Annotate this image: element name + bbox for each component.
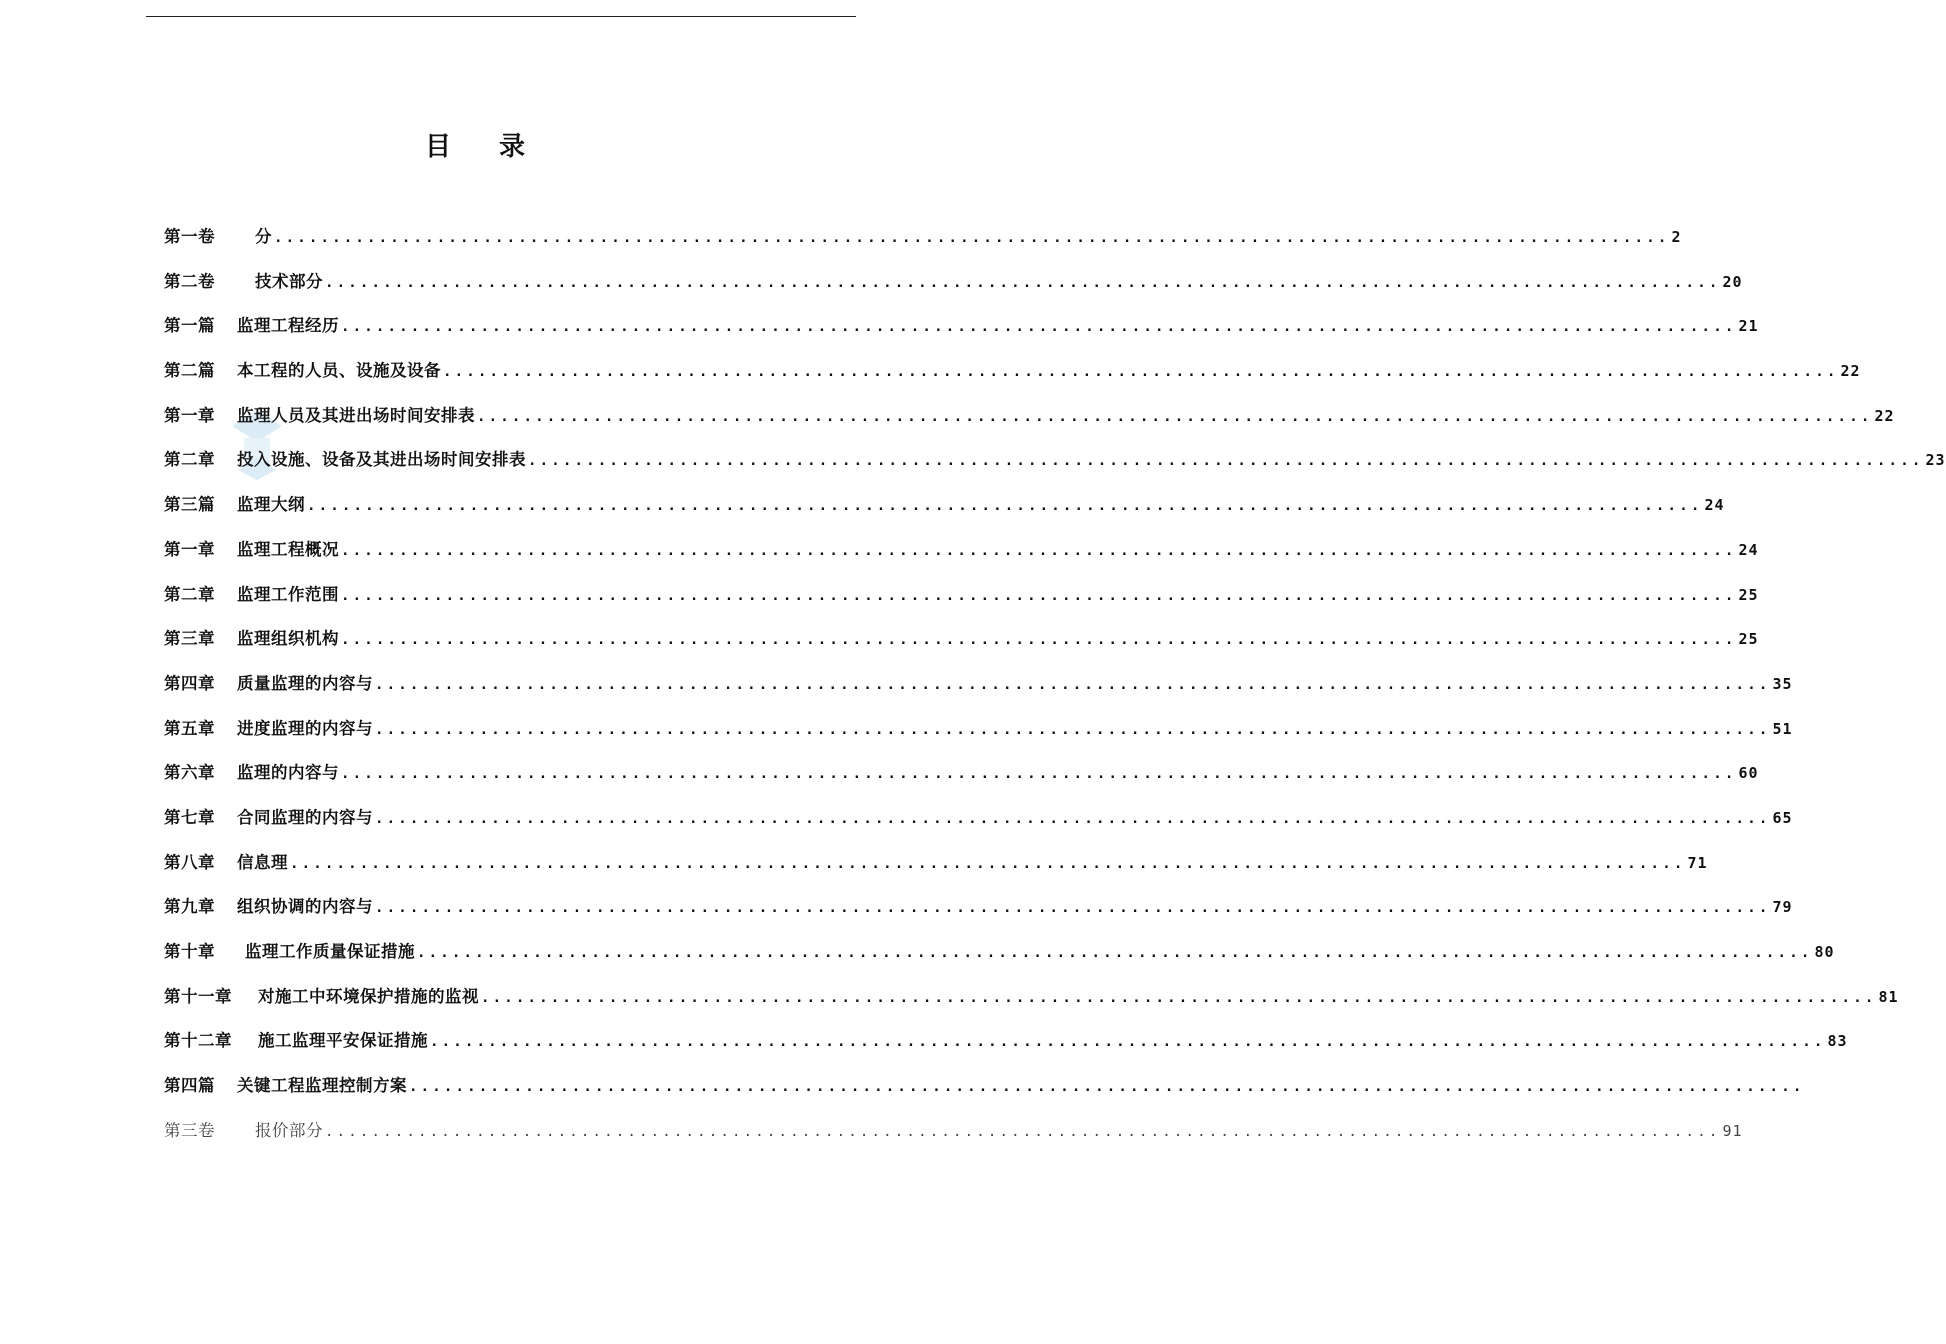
toc-page-number: 23 [1925, 451, 1946, 470]
toc-entry-title: 关键工程监理控制方案 [237, 1076, 407, 1096]
toc-page-number: 65 [1772, 808, 1793, 827]
toc-leader-dots: ........................................................................................................................ [341, 542, 1737, 559]
toc-entry[interactable] [164, 580, 1759, 625]
toc-entry-label [164, 982, 479, 1012]
toc-entry-prefix: 第五章 [164, 718, 215, 738]
toc-page-number: 24 [1704, 496, 1725, 515]
toc-entry[interactable] [164, 1071, 1805, 1116]
toc-leader-dots: ........................................................................................................................ [430, 1034, 1826, 1051]
toc-leader-dots: ........................................................................................................................ [274, 230, 1670, 246]
toc-entry-prefix: 第十一章 [164, 986, 232, 1006]
toc-page-number: 22 [1840, 362, 1861, 381]
title-char-2: 录 [499, 132, 526, 162]
toc-leader-dots: ........................................................................................................................ [528, 453, 1924, 470]
toc-entry-prefix: 第三篇 [164, 495, 215, 515]
toc-entry-prefix: 第一章 [164, 539, 215, 559]
toc-entry-title: 报价部分 [255, 1120, 323, 1140]
toc-entry-prefix: 第一篇 [164, 316, 215, 336]
toc-page-number: 24 [1738, 540, 1759, 559]
toc-entry[interactable] [164, 848, 1708, 893]
toc-entry-title: 施工监理平安保证措施 [258, 1031, 428, 1051]
toc-page-number: 91 [1722, 1121, 1743, 1140]
toc-leader-dots: ........................................................................................................................ [341, 632, 1737, 649]
toc-entry-prefix: 第二卷 [164, 271, 215, 291]
toc-entry[interactable] [164, 445, 1946, 490]
toc-entry-title: 信息理 [237, 852, 288, 872]
toc-page-number: 80 [1814, 943, 1835, 961]
toc-entry-title: 技术部分 [255, 271, 323, 291]
toc-entry-label [164, 1116, 323, 1146]
page-title [0, 126, 950, 163]
toc-entry-prefix: 第一章 [164, 405, 215, 425]
toc-entry[interactable] [164, 803, 1793, 848]
toc-entry-title: 监理的内容与 [237, 763, 339, 783]
toc-leader-dots: ........................................................................................................................ [375, 900, 1771, 917]
toc-entry-title: 质量监理的内容与 [237, 673, 373, 693]
toc-leader-dots: ........................................................................................................................ [409, 1079, 1805, 1096]
toc-entry[interactable] [164, 1116, 1743, 1161]
toc-entry-prefix: 第三章 [164, 629, 215, 649]
toc-page-number: 35 [1772, 674, 1793, 693]
toc-page-number: 25 [1738, 630, 1759, 649]
toc-entry-title: 监理组织机构 [237, 629, 339, 649]
toc-leader-dots: ........................................................................................................................ [481, 989, 1877, 1006]
toc-entry-label [164, 356, 441, 386]
toc-leader-dots: ........................................................................................................................ [375, 676, 1771, 693]
toc-entry-label [164, 401, 475, 431]
toc-page-number: 79 [1772, 898, 1793, 917]
toc-entry-title: 监理工程经历 [237, 316, 339, 336]
header-rule [146, 16, 856, 17]
toc-leader-dots: ........................................................................................................................ [477, 408, 1873, 425]
toc-leader-dots: ........................................................................................................................ [341, 587, 1737, 604]
toc-entry-label [164, 937, 415, 967]
toc-entry-label [164, 580, 339, 610]
toc-entry-prefix: 第三卷 [164, 1120, 215, 1140]
toc-leader-dots: ........................................................................................................................ [341, 766, 1737, 783]
toc-entry-label [164, 714, 373, 744]
toc-entry-label [164, 311, 339, 341]
toc-page-number: 83 [1827, 1032, 1848, 1051]
toc-entry[interactable] [164, 669, 1793, 714]
toc-entry-label [164, 490, 305, 520]
toc-entry-prefix: 第二章 [164, 450, 215, 470]
toc-entry[interactable] [164, 758, 1759, 803]
toc-page-number: 21 [1738, 317, 1759, 336]
toc-entry[interactable] [164, 892, 1793, 937]
toc-entry-title: 本工程的人员、设施及设备 [237, 361, 441, 381]
toc-entry-title: 监理工作质量保证措施 [245, 942, 415, 961]
toc-entry[interactable] [164, 311, 1759, 356]
toc-entry[interactable] [164, 982, 1899, 1027]
toc-entry[interactable] [164, 1026, 1848, 1071]
toc-entry-title: 进度监理的内容与 [237, 718, 373, 738]
toc-entry-label [164, 758, 339, 788]
toc-entry-label [164, 1071, 407, 1101]
toc-entry-label [164, 222, 272, 252]
toc-entry[interactable] [164, 401, 1895, 446]
toc-entry-label [164, 535, 339, 565]
toc-entry[interactable] [164, 624, 1759, 669]
toc-entry-label [164, 624, 339, 654]
toc-leader-dots: ........................................................................................................................ [341, 319, 1737, 336]
toc-page-number: 25 [1738, 585, 1759, 604]
toc-entry-label [164, 669, 373, 699]
toc-entry-prefix: 第七章 [164, 807, 215, 827]
toc-entry-prefix: 第十二章 [164, 1031, 232, 1051]
toc-entry-title: 合同监理的内容与 [237, 807, 373, 827]
toc-leader-dots: ........................................................................................................................ [325, 274, 1721, 291]
toc-leader-dots: ........................................................................................................................ [375, 721, 1771, 738]
toc-entry-prefix: 第二篇 [164, 361, 215, 381]
toc-leader-dots: ........................................................................................................................ [375, 810, 1771, 827]
toc-entry-label [164, 267, 323, 297]
toc-leader-dots: ........................................................................................................................ [290, 855, 1686, 872]
toc-page-number: 20 [1722, 272, 1743, 291]
title-char-1: 目 [424, 132, 451, 162]
toc-page-number: 2 [1671, 228, 1682, 246]
toc-entry-label [164, 445, 526, 475]
toc-entry-prefix: 第六章 [164, 763, 215, 783]
toc-entry-prefix: 第四章 [164, 673, 215, 693]
toc-leader-dots: ........................................................................................................................ [417, 945, 1813, 961]
toc-entry-prefix: 第二章 [164, 584, 215, 604]
toc-entry-title: 分 [255, 227, 272, 246]
toc-leader-dots: ........................................................................................................................ [325, 1123, 1721, 1140]
toc-page-number: 60 [1738, 764, 1759, 783]
toc-entry[interactable] [164, 937, 1835, 982]
toc-entry-label [164, 892, 373, 922]
toc-entry-title: 监理工作范围 [237, 584, 339, 604]
toc-leader-dots: ........................................................................................................................ [307, 498, 1703, 515]
toc-entry-title: 监理人员及其进出场时间安排表 [237, 405, 475, 425]
toc-entry-prefix: 第一卷 [164, 227, 215, 246]
toc-entry-title: 对施工中环境保护措施的监视 [258, 986, 479, 1006]
toc-entry[interactable] [164, 535, 1759, 580]
toc-entry-prefix: 第四篇 [164, 1076, 215, 1096]
toc-entry-prefix: 第八章 [164, 852, 215, 872]
table-of-contents [164, 222, 1946, 1160]
toc-page-number: 71 [1687, 853, 1708, 872]
toc-page-number: 81 [1878, 987, 1899, 1006]
toc-entry[interactable] [164, 490, 1725, 535]
toc-entry-label [164, 848, 288, 878]
toc-entry-label [164, 803, 373, 833]
toc-entry-title: 组织协调的内容与 [237, 897, 373, 917]
toc-page-number: 22 [1874, 406, 1895, 425]
toc-entry-prefix: 第九章 [164, 897, 215, 917]
toc-page-number: 51 [1772, 719, 1793, 738]
toc-entry[interactable] [164, 267, 1743, 312]
toc-entry-label [164, 1026, 428, 1056]
toc-entry[interactable] [164, 714, 1793, 759]
toc-entry[interactable] [164, 356, 1861, 401]
toc-entry-title: 投入设施、设备及其进出场时间安排表 [237, 450, 526, 470]
toc-entry-prefix: 第十章 [164, 942, 215, 961]
toc-leader-dots: ........................................................................................................................ [443, 364, 1839, 381]
toc-entry-title: 监理大纲 [237, 495, 305, 515]
toc-entry[interactable] [164, 222, 1682, 267]
toc-entry-title: 监理工程概况 [237, 539, 339, 559]
